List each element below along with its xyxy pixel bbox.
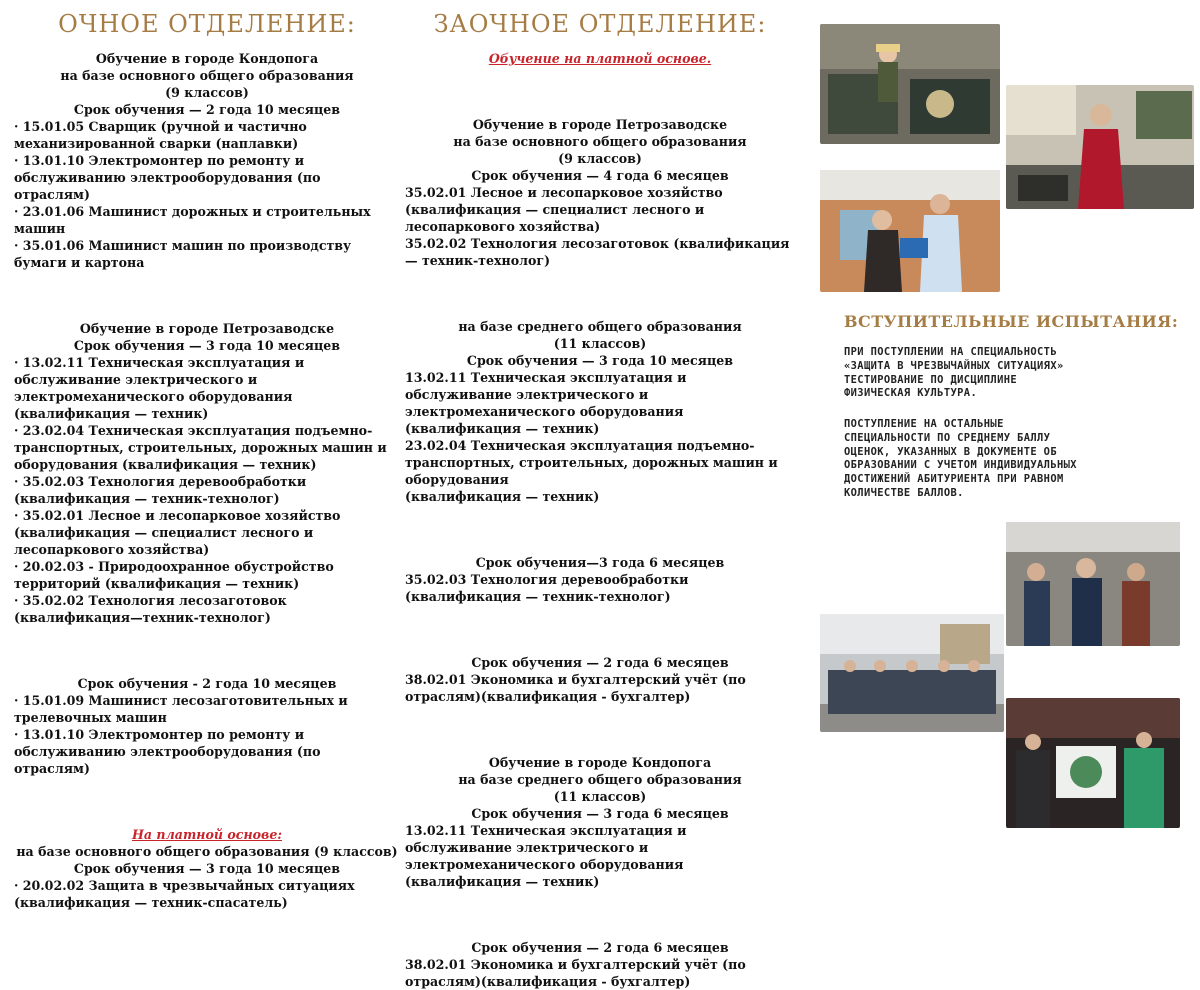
program-line: бумаги и картона bbox=[14, 255, 145, 270]
section-line: (11 классов) bbox=[553, 336, 647, 351]
spacer bbox=[14, 642, 400, 659]
students-folder-photo bbox=[820, 170, 1000, 292]
program-line: транспортных, строительных, дорожных машин и bbox=[405, 455, 778, 470]
full-time-programs bbox=[14, 50, 400, 911]
program-line: (квалификация — техник-технолог) bbox=[14, 491, 280, 506]
section-line: Срок обучения — 3 года 10 месяцев bbox=[73, 338, 341, 353]
section-line bbox=[405, 50, 795, 67]
program-line: — техник-технолог) bbox=[405, 253, 551, 268]
spacer bbox=[405, 621, 795, 638]
program-line: транспортных, строительных, дорожных машин и bbox=[14, 440, 387, 455]
program-line: · 20.02.02 Защита в чрезвычайных ситуациях bbox=[14, 878, 355, 893]
program-line: 13.02.11 Техническая эксплуатация и bbox=[405, 823, 687, 838]
entrance-exams-text-2 bbox=[844, 418, 1164, 501]
program-line: обслуживанию электрооборудования (по bbox=[14, 170, 321, 185]
program-line: · 35.02.01 Лесное и лесопарковое хозяйство bbox=[14, 508, 341, 523]
program-line: 35.02.01 Лесное и лесопарковое хозяйство bbox=[405, 185, 723, 200]
program-line: (квалификация — техник-технолог) bbox=[405, 589, 671, 604]
program-line: 13.02.11 Техническая эксплуатация и bbox=[405, 370, 687, 385]
entrance-p1-line: ПРИ ПОСТУПЛЕНИИ НА СПЕЦИАЛЬНОСТЬ bbox=[844, 346, 1057, 358]
full-time-heading: ОЧНОЕ ОТДЕЛЕНИЕ: bbox=[58, 10, 356, 38]
program-line: · 35.02.02 Технология лесозаготовок bbox=[14, 593, 287, 608]
team-flag-photo bbox=[1006, 698, 1180, 828]
section-line bbox=[14, 826, 400, 843]
program-line: · 15.01.09 Машинист лесозаготовительных и bbox=[14, 693, 348, 708]
program-line: 23.02.04 Техническая эксплуатация подъемно- bbox=[405, 438, 755, 453]
program-line: обслуживанию электрооборудования (по bbox=[14, 744, 321, 759]
workshop-photo bbox=[820, 24, 1000, 144]
crowd-photo bbox=[1006, 522, 1180, 646]
paid-basis-label: На платной основе: bbox=[131, 827, 282, 842]
program-line: · 20.02.03 - Природоохранное обустройство bbox=[14, 559, 334, 574]
program-line: оборудования (квалификация — техник) bbox=[14, 457, 317, 472]
program-line: · 15.01.05 Сварщик (ручной и частично bbox=[14, 119, 307, 134]
entrance-exams-heading: ВСТУПИТЕЛЬНЫЕ ИСПЫТАНИЯ: bbox=[844, 312, 1179, 331]
program-line: обслуживание электрического и bbox=[405, 840, 649, 855]
program-line: · 35.02.03 Технология деревообработки bbox=[14, 474, 307, 489]
section-line: Срок обучения - 2 года 10 месяцев bbox=[77, 676, 337, 691]
info-column bbox=[818, 0, 1200, 848]
section-line: Срок обучения — 3 года 10 месяцев bbox=[466, 353, 734, 368]
full-time-column bbox=[14, 0, 400, 911]
section-line: Срок обучения — 2 года 10 месяцев bbox=[73, 102, 341, 117]
program-line: (квалификация — техник) bbox=[405, 421, 600, 436]
entrance-p2-line: ПОСТУПЛЕНИЕ НА ОСТАЛЬНЫЕ bbox=[844, 418, 1004, 430]
program-line: электромеханического оборудования bbox=[405, 404, 684, 419]
section-line: Срок обучения — 2 года 6 месяцев bbox=[471, 940, 729, 955]
program-line: электромеханического оборудования bbox=[405, 857, 684, 872]
spacer bbox=[405, 83, 795, 100]
group-photo bbox=[820, 614, 1004, 732]
section-line: Срок обучения — 3 года 10 месяцев bbox=[73, 861, 341, 876]
spacer bbox=[405, 906, 795, 923]
program-line: 38.02.01 Экономика и бухгалтерский учёт (по bbox=[405, 957, 746, 972]
program-line: отраслям) bbox=[14, 761, 90, 776]
section-line: (9 классов) bbox=[558, 151, 642, 166]
entrance-p2-line: ОЦЕНОК, УКАЗАННЫХ В ДОКУМЕНТЕ ОБ bbox=[844, 445, 1057, 458]
section-line: Срок обучения — 4 года 6 месяцев bbox=[471, 168, 729, 183]
correspondence-heading: ЗАОЧНОЕ ОТДЕЛЕНИЕ: bbox=[433, 10, 767, 38]
program-line: 35.02.03 Технология деревообработки bbox=[405, 572, 689, 587]
classroom-photo bbox=[1006, 85, 1194, 209]
section-line: на базе основного общего образования bbox=[453, 134, 747, 149]
spacer bbox=[14, 287, 400, 304]
program-line: (квалификация — специалист лесного и bbox=[405, 202, 705, 217]
correspondence-column bbox=[405, 0, 795, 990]
program-line: обслуживание электрического и bbox=[14, 372, 258, 387]
entrance-p1-line: ТЕСТИРОВАНИЕ ПО ДИСЦИПЛИНЕ bbox=[844, 373, 1018, 386]
section-line: на базе основного общего образования bbox=[60, 68, 354, 83]
paid-basis-label: Обучение на платной основе. bbox=[488, 51, 712, 66]
program-line: · 13.01.10 Электромонтер по ремонту и bbox=[14, 727, 305, 742]
program-line: (квалификация — специалист лесного и bbox=[14, 525, 314, 540]
program-line: · 13.01.10 Электромонтер по ремонту и bbox=[14, 153, 305, 168]
section-line: Обучение в городе Кондопога bbox=[488, 755, 712, 770]
program-line: территорий (квалификация — техник) bbox=[14, 576, 300, 591]
section-line: Срок обучения — 2 года 6 месяцев bbox=[471, 655, 729, 670]
program-line: отраслям)(квалификация - бухгалтер) bbox=[405, 974, 691, 989]
program-line: отраслям) bbox=[14, 187, 90, 202]
spacer bbox=[405, 285, 795, 302]
program-line: лесопаркового хозяйства) bbox=[14, 542, 210, 557]
correspondence-programs bbox=[405, 50, 795, 990]
program-line: трелевочных машин bbox=[14, 710, 167, 725]
section-line: Обучение в городе Кондопога bbox=[95, 51, 319, 66]
program-line: оборудования bbox=[405, 472, 509, 487]
program-line: обслуживание электрического и bbox=[405, 387, 649, 402]
program-line: 35.02.02 Технология лесозаготовок (квалификация bbox=[405, 236, 790, 251]
program-line: · 35.01.06 Машинист машин по производству bbox=[14, 238, 352, 253]
entrance-exams-text-1 bbox=[844, 346, 1164, 401]
entrance-p2-line: ДОСТИЖЕНИЙ АБИТУРИЕНТА ПРИ РАВНОМ bbox=[844, 473, 1064, 486]
entrance-p2-line: КОЛИЧЕСТВЕ БАЛЛОВ. bbox=[844, 486, 964, 499]
program-line: (квалификация—техник-технолог) bbox=[14, 610, 271, 625]
section-line: на базе среднего общего образования bbox=[458, 319, 742, 334]
section-line: Срок обучения — 3 года 6 месяцев bbox=[471, 806, 729, 821]
entrance-p1-line: «ЗАЩИТА В ЧРЕЗВЫЧАЙНЫХ СИТУАЦИЯХ» bbox=[844, 359, 1064, 372]
program-line: (квалификация — техник) bbox=[405, 874, 600, 889]
entrance-p2-line: СПЕЦИАЛЬНОСТИ ПО СРЕДНЕМУ БАЛЛУ bbox=[844, 431, 1051, 444]
program-line: · 13.02.11 Техническая эксплуатация и bbox=[14, 355, 305, 370]
section-line: (11 классов) bbox=[553, 789, 647, 804]
program-line: механизированной сварки (наплавки) bbox=[14, 136, 299, 151]
spacer bbox=[14, 793, 400, 810]
program-line: лесопаркового хозяйства) bbox=[405, 219, 601, 234]
section-line: Обучение в городе Петрозаводске bbox=[472, 117, 728, 132]
section-line: (9 классов) bbox=[165, 85, 249, 100]
spacer bbox=[405, 721, 795, 738]
program-line: · 23.02.04 Техническая эксплуатация подъемно- bbox=[14, 423, 373, 438]
spacer bbox=[405, 521, 795, 538]
program-line: · 23.01.06 Машинист дорожных и строительных bbox=[14, 204, 371, 219]
program-line: (квалификация — техник) bbox=[405, 489, 600, 504]
entrance-p2-line: ОБРАЗОВАНИИ С УЧЕТОМ ИНДИВИДУАЛЬНЫХ bbox=[844, 459, 1077, 472]
section-line: на базе основного общего образования (9 классов) bbox=[16, 844, 398, 859]
section-line: Срок обучения—3 года 6 месяцев bbox=[475, 555, 725, 570]
entrance-p1-line: ФИЗИЧЕСКАЯ КУЛЬТУРА. bbox=[844, 387, 978, 400]
section-line: Обучение в городе Петрозаводске bbox=[79, 321, 335, 336]
program-line: (квалификация — техник-спасатель) bbox=[14, 895, 288, 910]
section-line: на базе среднего общего образования bbox=[458, 772, 742, 787]
program-line: электромеханического оборудования bbox=[14, 389, 293, 404]
program-line: отраслям)(квалификация - бухгалтер) bbox=[405, 689, 691, 704]
program-line: машин bbox=[14, 221, 66, 236]
program-line: (квалификация — техник) bbox=[14, 406, 209, 421]
program-line: 38.02.01 Экономика и бухгалтерский учёт (по bbox=[405, 672, 746, 687]
